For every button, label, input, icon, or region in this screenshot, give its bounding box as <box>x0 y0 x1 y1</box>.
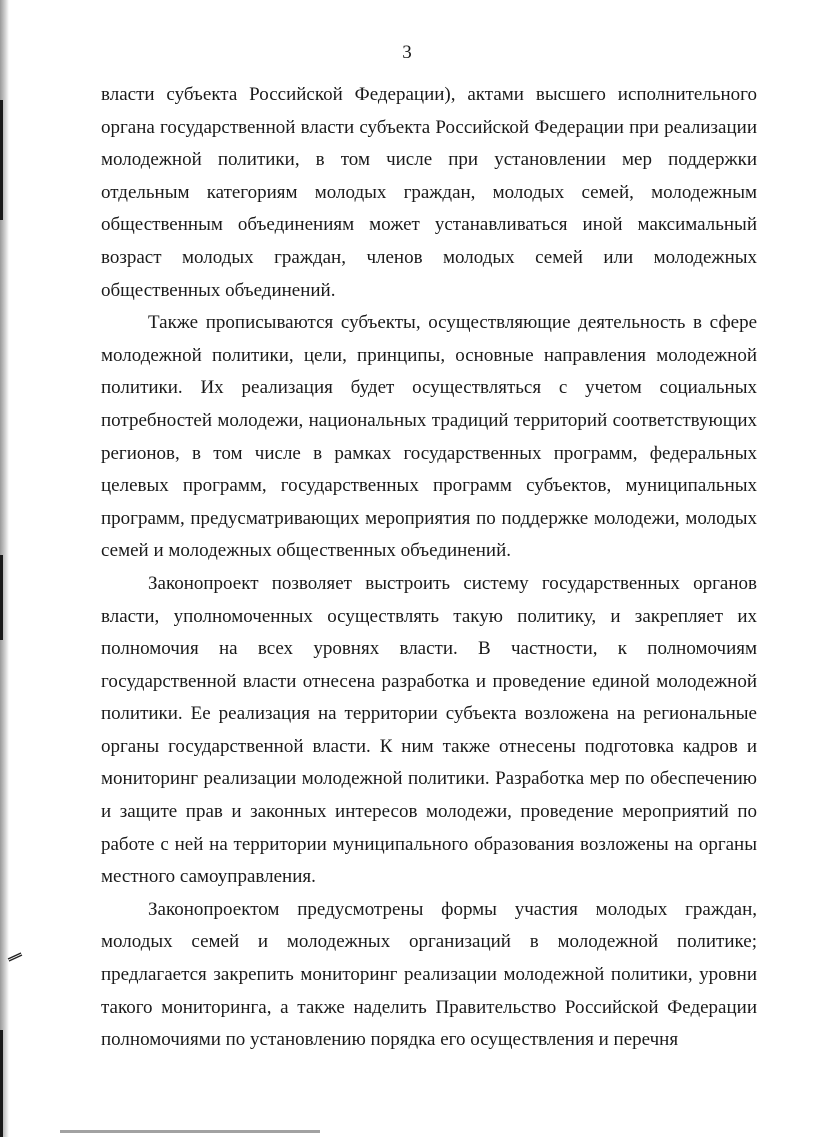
paragraph: Также прописываются субъекты, осуществляющие деятельность в сфере молодежной политики, цели, принципы, основные направления молодежной политики. Их реализация будет осуществляться с учетом социальных потребностей молодежи, национальных традиций территорий соответствующих регионов, в том числе в рамках государственных программ, федеральных целевых программ, государственных программ субъектов, муниципальных программ, предусматривающих мероприятия по поддержке молодежи, молодых семей и молодежных общественных объединений. <box>101 312 757 562</box>
paragraph: Законопроект позволяет выстроить систему государственных органов власти, уполномоченных осуществлять такую политику, и закрепляет их полномочия на всех уровнях власти. В частности, к полномочиям государственной власти отнесена разработка и проведение единой молодежной политики. Ее реализация на территории субъекта возложена на региональные органы государственной власти. К ним также отнесены подготовка кадров и мониторинг реализации молодежной политики. Разработка мер по обеспечению и защите прав и законных интересов молодежи, проведение мероприятий по работе с ней на территории муниципального образования возложены на органы местного самоуправления. <box>101 572 757 888</box>
scan-bottom-edge <box>60 1130 320 1133</box>
paragraph: власти субъекта Российской Федерации), актами высшего исполнительного органа государственной власти субъекта Российской Федерации при реализации молодежной политики, в том числе при установлении мер поддержки отдельным категориям молодых граждан, молодых семей, молодежным общественным объединениям может устанавливаться иной максимальный возраст молодых граждан, членов молодых семей или молодежных общественных объединений. <box>101 84 757 301</box>
paragraph: Законопроектом предусмотрены формы участия молодых граждан, молодых семей и молодежных организаций в молодежной политике; предлагается закрепить мониторинг реализации молодежной политики, уровни такого мониторинга, а также наделить Правительство Российской Федерации полномочиями по установлению порядка его осуществления и перечня <box>101 898 757 1051</box>
page-number: 3 <box>402 42 412 63</box>
scan-edge-mark <box>0 555 3 640</box>
scan-margin-mark <box>7 948 23 962</box>
scan-edge-mark <box>0 100 3 220</box>
scan-edge-mark <box>0 1030 3 1137</box>
document-body <box>101 79 757 1057</box>
